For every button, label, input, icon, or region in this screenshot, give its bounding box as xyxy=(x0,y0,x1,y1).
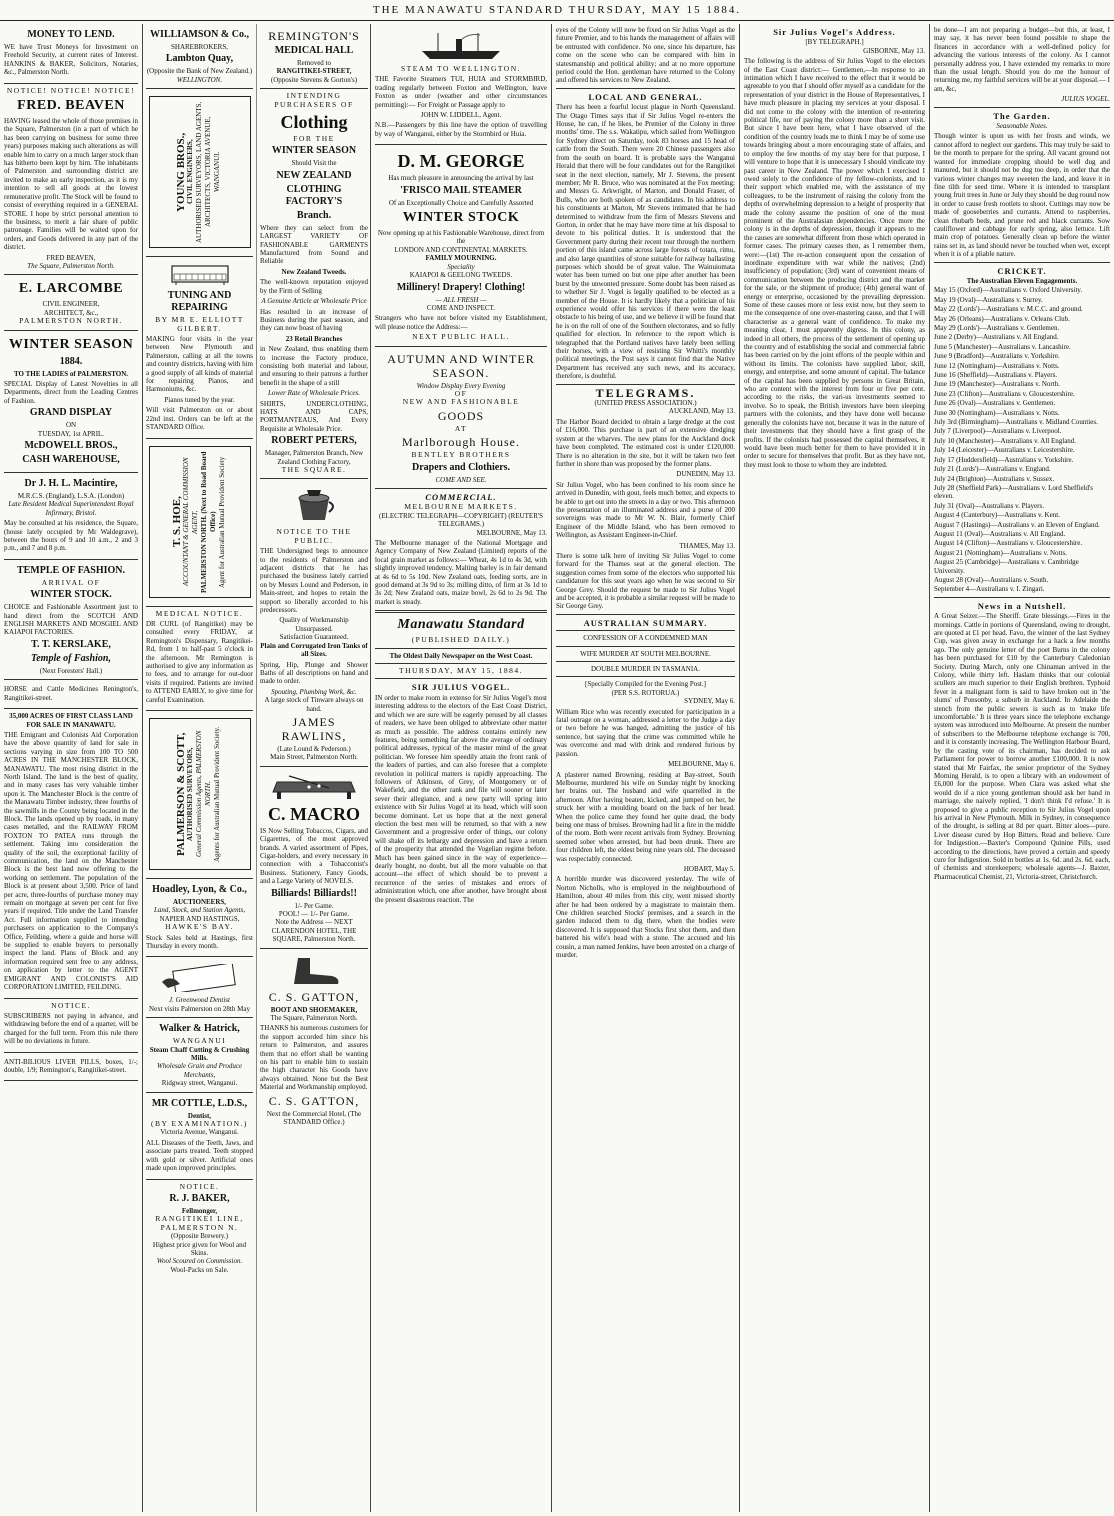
ad-body: IS Now Selling Tobaccos, Cigars, and Cigarettes, of the most approved brands. A varied assortment of Pipes, Cigar-holders, and every necessary in connection with a Tobacconist's Business. Stationery, Fancy Goods, and a Large Variety of NOVELS. xyxy=(260,826,368,886)
ad-title: YOUNG BROS., xyxy=(175,132,187,212)
article-body: The Harbor Board decided to obtain a large dredge at the cost of £16,000. This purchase is part of an extensive dredging system at the wharves. The new plans for the Auckland dock have been completed. The estimated cost is under £120,000. There is no alteration in the site, but it will be taken two feet further in shore than was proposed by the former plans. xyxy=(556,417,735,468)
fixture-item: August 11 (Oval)—Australians v. All England. xyxy=(934,529,1066,538)
ad-c-macro xyxy=(260,767,368,949)
tinware-icon xyxy=(289,486,339,524)
ad-horse-medicines xyxy=(4,680,138,709)
ad-line: RANGITIKEI-STREET, xyxy=(276,67,352,76)
ad-title: C. MACRO xyxy=(268,803,360,824)
ad-line: TO THE LADIES of PALMERSTON. xyxy=(13,369,129,378)
ad-line: AUCTIONEERS, xyxy=(172,897,227,906)
section-title: The Garden. xyxy=(993,110,1051,121)
article-body: A plasterer named Browning, residing at Bay-street, South Melbourne, murdered his wife on Sunday night by knocking her brains out. The husband and wife quarrelled in the afternoon. After having beaten, kicked, and jumped on her, he struck her with a moulding board on the back of her head. When the police came they found her quite dead, the body being one mass of bruises. Browning had lit a fire in the middle of the room. Both were recent arrivals from Sydney. Browning seemed sober when arrested, but had been drunk. There are four children left, the eldest being nine years old. The deceased was respectably connected. xyxy=(556,770,735,863)
ad-title: WILLIAMSON & Co., xyxy=(150,29,249,40)
ad-line: CIVIL ENGINEER, xyxy=(42,300,100,309)
fixture-item: May 29 (Lords')—Australians v. Gentlemen. xyxy=(934,324,1060,332)
ad-line: Pianos tuned by the year. xyxy=(164,395,235,404)
ad-line: Lambton Quay, xyxy=(165,53,234,65)
ad-line: Drapers and Clothiers. xyxy=(411,461,511,473)
ad-line: AT xyxy=(454,423,468,433)
ad-body: DR CURL (of Rangitikei) may be consulted every FRIDAY, at Remington's Dispensary, Rangitikei-Rd, from 1 to half-past 5 o'clock in the afternoon. Mr Remington is authorised to give any information as to fees, and to arrange for out-door visits if required. Patients are invited to ATTEND EARLY, to give time for careful Examination. xyxy=(146,619,253,704)
dateline: SYDNEY, May 6. xyxy=(684,697,735,706)
ad-line: COME AND SEE. xyxy=(435,475,487,484)
ad-line: HAWKE'S BAY. xyxy=(165,922,234,932)
section-title: AUSTRALIAN SUMMARY. xyxy=(583,617,708,628)
ad-line: NEW AND FASHIONABLE xyxy=(402,397,520,407)
ad-line: Plain and Corrugated Iron Tanks of all Sizes. xyxy=(260,641,368,659)
dateline: MELBOURNE, May 13. xyxy=(476,528,547,537)
ad-body: May be consulted at his residence, the Square, (house lately occupied by Mr Waldegrave), between the hours of 9 and 10 a.m., 2 and 3 p.m., and 7 and 8 p.m. xyxy=(4,519,138,553)
vertical-ad-box xyxy=(149,446,251,598)
section-subtitle: (UNITED PRESS ASSOCIATION.) xyxy=(594,399,697,408)
ad-line: WANGANUI xyxy=(172,1036,227,1046)
ad-james-rawlins xyxy=(260,479,368,766)
ad-line: Fellmonger, xyxy=(181,1206,218,1215)
ad-line: BY MR E. ELLIOTT GILBERT. xyxy=(155,315,244,333)
section-subtitle: Seasonable Notes. xyxy=(996,122,1048,131)
ad-walker-hatrick xyxy=(146,1018,253,1092)
ad-address: The Square, Palmerston North. xyxy=(27,261,115,270)
ad-agent: JOHN W. LIDDELL, Agent. xyxy=(420,111,502,120)
ad-line: Agents for Australian Mutual Provident Society. xyxy=(213,726,221,862)
section-title: COMMERCIAL. xyxy=(425,491,497,502)
ad-title: TEMPLE OF FASHION. xyxy=(16,564,126,576)
ad-dm-george xyxy=(375,145,547,346)
ad-line: Manager, Palmerston Branch, New Zealand Clothing Factory, xyxy=(264,449,364,466)
fixture-item: May 19 (Oval)—Australians v. Surrey. xyxy=(934,295,1043,304)
ad-line: BENTLEY BROTHERS xyxy=(411,450,511,460)
newspaper-subtitle: (PUBLISHED DAILY.) xyxy=(411,635,511,645)
ad-line: Removed to xyxy=(296,59,332,67)
fixture-item: July 21 (Lords')—Australians v. England. xyxy=(934,465,1051,474)
ad-hoadley-lyon xyxy=(146,879,253,957)
ad-line: POOL! — 1/- Per Game. xyxy=(278,910,350,918)
ad-image-label: J. Greenwood Dentist xyxy=(169,996,230,1005)
ad-line: Millinery! Drapery! Clothing! xyxy=(396,281,526,293)
ad-line: BOOT AND SHOEMAKER, xyxy=(270,1005,358,1014)
ad-body: HAVING leased the whole of those premises in the Square, Palmerston (in a part of which he has been carrying on business for some three years) purposes making such alterations as will enable him to carry on a much larger stock than has hitherto been kept by him. The inhabitants of Palmerston and surrounding district are invited to make an early inspection, as it is my intention to sell all goods at the lowest remunerative profit. The Stock will be found to consist of everything required in a GENERAL STORE. I hope by strict personal attention to the business, to merit a fair share of public patronage. Families will be waited upon for orders, and Goods delivered in any part of the district. xyxy=(4,117,138,252)
article-body: The following is the address of Sir Julius Vogel to the electors of the East Coast district:— Gentlemen,—In response to an intimation which I have received to the effect that it would be agreeable to you that I should offer myself as a candidate for the representation of your district in the House of Representatives, I have much pleasure in placing my services at your disposal. I did not come to the colony with the intention of re-entering political life, nor of paying the colony more than a short visit. But since I have been here, what I have observed of the condition of the country leads me to think I may be of some use towards bringing about a more encouraging state of affairs, and to employ the few months of my stay here for that purpose, I will venture to hope that it is unnecessary I should vindicate my past career in New Zealand. The power which I exercised I owed solely to the confidence of my fellow-colonists, and to their support which enabled me, with the assistance of my colleagues, to be the instrument of raising the colony from the depths of overwhelming depression to a height of prosperity that made the colony assume the position of one of the most prominent of the Australasian dependencies. Once more the colony is in the depths of depression, though it appears to me the causes are somewhat different from those which operated in former cases. The primary causes then, as I remember them, were:—(1st) The re-action consequent upon the cessation of inordinate expenditure with war while the natives; (2nd) insufficiency of population; (3rd) want of convenient means of communication between the producing district and the market for the sale, or the shipment of produce; (4th) general want of energy or enterprise, occasioned by the prevailing depression. Some of these causes more or less exist now, but they seem to me the consequence of one over-mastering cause, and that I will characterise as a general want of confidence. To make my meaning clear, I must apparently digress. In this colony, as indeed in all others, the process of the settlement of opening up the country and of establishing the social and commercial fabric has been carried on by the joint efforts of the people within and without its limits. The colonists have supplied labor, skill, energy, and enterprise, and some amount of capital. The balance of the capital has been supplied by persons in Great Britain, who are content with the interest from four or five per cent. according to the risks, the vari-us investments seemed to involve. So to speak, the British investors have been sleeping partners with the colonists, and they have done well because generally the colonists have not, because it was in the nature of their investments that they should have a first grasp of the profits. If the colonists had possessed the capital themselves, it would have been much better for them to have provided it in order to secure for themselves that profit. But as they have not, they must look to those to whom they are indebted. xyxy=(744,57,925,469)
section-title: CRICKET. xyxy=(997,265,1047,276)
ad-title: R. J. BAKER, xyxy=(169,1192,230,1204)
ad-line: Dentist, xyxy=(187,1111,212,1120)
ad-line: CLOTHING FACTORY'S xyxy=(285,183,343,207)
ad-line: AUTHORISED SURVEYORS, LAND AGENTS, xyxy=(195,101,203,243)
ad-line: WINTER STOCK xyxy=(402,210,520,226)
headline: DOUBLE MURDER IN TASMANIA. xyxy=(591,665,700,674)
ad-title: WINTER SEASON xyxy=(8,336,134,352)
article-body: A horrible murder was discovered yesterday. The wife of Norton Nicholls, who is employed in the neighbourhood of Hamilton, about 40 miles from this city, went missed shortly after he had been ordered by a magistrate to maintain them. One children searched Stocks' premises, and a search in the garden induced them to dig there, when the bodies were discovered. It is supposed that Stocks first shot them, and then battered his wife's head with a stone. The accused and his cousin, a man named Jenkins, have been arrested on a charge of murder. xyxy=(556,875,735,960)
article-body: There has been a fearful locust plague in North Queensland. The Otago Times says that if Sir Julius Vogel re-enters the House, he can, if he likes, be Premier of the Colony in three months' time. The s.s. Wakatipu, which sailed from Wellington for Sydney direct on Saturday, took 83 horses and 15 head of cattle from the South. There were 20 Chinese passengers also from the south on board. It is probable says the Wanganui Herald that there will be four candidates out for the Rangitikei seat in the next election, namely, Mr J. Stevens, the present member; Mr R. Bruce, who was nominated at the Fox meeting; and Messrs G. Arkwright, of Marton, and Donald Fraser, of Bulls, who are both spoken of as candidates. In his address to his constituents at Marton, Mr Stevens intimated that he had determined to withdraw from the firm of Messrs Stevens and Gorton, in order that he may have more time at his disposal to devote to his political duties. It is understood that the Government party during their recent tour through the northern portion of this island came across large forests of totara, rimu, and also large quantities of stone suitable for railway ballasting purposes which should be of great value. The Wainuiomata water has been turned on but one pipe after another has been burst by the unwonted pressure. Some doubt has been raised as to whether Sir J. Vogel is legally qualified to be elected as a member of the House. It is hardly likely that a politician of his experience would offer his services if there were the least obstacle to his being of use, and we believe it will be found that he is on the roll of one of the Southern electorates, and so fully qualified for election. In reference to the report which is telegraphed that the Portland natives have lately been selling their horses, with a view of resisting Sir Whitti's monthly political meetings, the Post says it cannot find that the Native Department has received any such news, and its accuracy, therefore, is doubtful. xyxy=(556,103,735,381)
fixture-item: July 7 (Liverpool)—Australians v. Liverpool. xyxy=(934,427,1062,436)
article-body: eyes of the Colony will now be fixed on Sir Julius Vogel as the future Premier, and to his hands the management of affairs will be entrusted with confidence. No one, since his departure, has come on the scene who can be compared with him in statesmanship and political ability; and at no more opportune period could the Hon. gentleman have returned to the Colony and offered his services to New Zealand. xyxy=(556,26,735,85)
ad-line: (Opposite Brewery.) xyxy=(170,1232,229,1241)
ad-subscribers-notice xyxy=(4,999,138,1053)
column-3 xyxy=(370,24,551,1512)
ad-line: Spouting, Plumbing Work, &c. xyxy=(271,687,357,696)
ad-line: ACCOUNTANT & GENERAL COMMISSION AGENT, xyxy=(181,457,199,586)
ad-signature: FRED BEAVEN, xyxy=(46,253,96,262)
fixture-item: July 31 (Oval)—Australians v. Players. xyxy=(934,501,1044,510)
ad-name: JAMES RAWLINS, xyxy=(281,714,347,743)
ad-cs-gatton xyxy=(260,949,368,1131)
ad-body: Strangers who have not before visited my Establishment, will please notice the Address:— xyxy=(375,314,547,331)
ad-body: HORSE and Cattle Medicines Renington's, Rangitikei-street. xyxy=(4,685,138,702)
article-title: SIR JULIUS VOGEL. xyxy=(411,682,511,693)
ad-body: THE Emigrant and Colonists Aid Corporation have the above quantity of land for sale in sections varying in size from 100 TO 500 ACRES IN THE MANCHESTER BLOCK, MANAWATU. The most rising district in the North Island. The land is the best of quality, and in many cases has very valuable timber upon it. The Manchester Block is the centre of the Manawatu Timber industry, three fourths of the sawmills in the County being located in the Block. The lands opened up by roads, in many cases metalled, and the RAILWAY FROM FOXTON TO PATEA runs through the settlement. Taking into consideration the quality of the soil, the exceptional facility of communication, the land on the Manchester Block is the best land now offering to the working on settlement. The population of the Block is at present about 3,500. Price of land per acre, three-fourths of purchase money may remain on mortgage at seven per cent for five years if required. Title under the Land Transfer Act. Full information supplied to intending purchasers on application to the Company's Office, Feilding, where a guide and horse will be supplied to enable buyers to personally inspect the land. Plans of Block and any information required sent free to any address, on application by letter to the AGENT EMIGRANT AND COLONIST'S AID CORPORATION LIMITED, FEILDING. xyxy=(4,730,138,992)
ad-body: ALL Diseases of the Teeth, Jaws, and associate parts treated. Teeth stopped with gold or silver. Artificial ones made upon improved principles. xyxy=(146,1138,253,1173)
page-masthead: THE MANAWATU STANDARD THURSDAY, MAY 15 1884. xyxy=(0,0,1114,21)
ad-line: PALMERSTON NORTH. xyxy=(19,316,123,326)
ad-title: NOTICE. xyxy=(51,1000,91,1010)
ad-line: CIVIL ENGINEERS, xyxy=(186,139,194,205)
ad-line: A Genuine Article at Wholesale Price xyxy=(261,297,367,306)
ad-line: GOODS xyxy=(437,408,485,423)
ad-line: GRAND DISPLAY xyxy=(29,407,113,419)
ad-line: ARRIVAL OF xyxy=(41,577,101,587)
ad-line: (Opposite Stevens & Gorton's) xyxy=(270,75,358,84)
fixture-item: August 28 (Oval)—Australians v. South. xyxy=(934,575,1049,584)
column-4 xyxy=(551,24,739,1512)
ad-line: (Late Lound & Pederson.) xyxy=(277,744,351,753)
column-2b xyxy=(257,24,370,1512)
article-body: Though winter is upon us with her frosts and winds, we cannot afford to neglect our gardens. This may truly be said to be the month to prepare for the spring. All vacant ground not wanted for immediate cropping should be well dug and manured, but it should not be dug too deep, in order that the various winter changes may sweeten the land, and leave it in fine tilth for seed time. Where it is intended to transplant young fruit trees in June or July they should be dug round now in order to cause fresh rootlets to shoot. Cuttings may now be made of gooseberries and currants. Attend to raspberries, clean rhubarb beds, and prune red and black currants. Sow cauliflower and cabbage for early spring, also lettuce. Lift main crop of potatoes. Generally clean up before the winter rains set in, as land should never be touched when wet, except when it is of a pliable nature. xyxy=(934,132,1110,259)
article-byline: [BY TELEGRAPH.] xyxy=(805,38,864,47)
newspaper-title: Manawatu Standard xyxy=(397,617,525,633)
ad-line: Main Street, Palmerston North. xyxy=(270,753,358,762)
ad-line: Late Resident Medical Superintendent Royal Infirmary, Bristol. xyxy=(8,500,134,517)
standard-nameplate xyxy=(375,617,547,679)
ad-body: The well-known reputation enjoyed by the Firm of Selling xyxy=(260,278,368,295)
vertical-ad-text xyxy=(170,447,227,597)
ad-title: MONEY TO LEND. xyxy=(27,29,115,40)
dateline: HOBART, May 5. xyxy=(683,864,735,873)
section-subtitle: The Australian Eleven Engagements. xyxy=(966,276,1078,285)
ad-line: Has much pleasure in announcing the arrival by last xyxy=(388,174,534,183)
ad-line: ON xyxy=(65,421,77,430)
ad-line: NEW ZEALAND xyxy=(276,169,352,181)
ad-firm: CASH WAREHOUSE, xyxy=(22,454,120,465)
ad-dentist-greenwood xyxy=(146,957,253,1018)
ad-remingtons xyxy=(260,24,368,89)
ad-body: SUBSCRIBERS not paying in advance, and withdrawing before the end of a quarter, will be charged for the full term. From this rule there will be no deviations in future. xyxy=(4,1011,138,1046)
ad-body: ANTI-BILIOUS LIVER PILLS, boxes, 1/-; double, 1/9; Remington's, Rangitikei-street. xyxy=(4,1057,138,1074)
fixture-item: July 24 (Brighton)—Australians v. Sussex. xyxy=(934,474,1055,483)
commercial-section xyxy=(375,493,547,606)
ad-land-for-sale xyxy=(4,709,138,998)
fixture-item: August 4 (Canterbury)—Australians v. Kent. xyxy=(934,511,1060,520)
ad-body: CHOICE and Fashionable Assortment just to hand direct from the SCOTCH AND ENGLISH MARKETS AND MOSGIEL AND KAIAPOI FACTORIES. xyxy=(4,603,138,637)
ad-body: SHIRTS, UNDERCLOTHING, HATS AND CAPS, PORTMANTEAUS, And Every Requisite at Wholesale Price. xyxy=(260,399,368,433)
column-5 xyxy=(739,24,929,1512)
ad-line: Speciality xyxy=(447,262,475,271)
ad-line: Window Display Every Evening xyxy=(416,381,506,390)
vertical-ad-box xyxy=(149,96,251,248)
ad-title: PALMERSON & SCOTT, xyxy=(175,732,187,856)
ad-title: FRED. BEAVEN xyxy=(17,98,125,114)
ad-clothing-factory xyxy=(260,89,368,479)
ad-line: RANGITIKEI LINE, PALMERSTON N. xyxy=(155,1214,244,1232)
ad-line: MEDICAL HALL xyxy=(274,45,354,56)
article-body: The Melbourne manager of the National Mortgage and Agency Company of New Zealand (Limited) reports of the local grain market as follows:— Wheat, 4s 1d to 4s 3d, with slightly improved tendency. Malting barley is in fair demand at 4s 6d to 5s 10d. New Zealand oats, feeding sorts, are in good demand at 3s 9d to 3s; milling ditto, of firm at 3s 1d to 3s 2d; New Zealand oats, maize bowl, 2s 6d to 2s 9d. The market is steady. xyxy=(375,539,547,606)
headline-note: [Specially Compiled for the Evening Post.] xyxy=(585,680,706,689)
ad-address: Note the Address — NEXT CLARENDON HOTEL, THE SQUARE, Palmerston North. xyxy=(271,918,357,944)
fixture-item: August 7 (Hastings)—Australians v. an Eleven of England. xyxy=(934,520,1100,529)
ad-line: THE SQUARE. xyxy=(281,465,347,474)
column-2a xyxy=(143,24,257,1512)
ad-line: Marlborough House. xyxy=(402,435,520,450)
newspaper-tagline: The Oldest Daily Newspaper on the West Coast. xyxy=(389,651,533,660)
ad-line: Wholesale Grain and Produce Merchants, xyxy=(156,1062,243,1079)
ad-title: D. M. GEORGE xyxy=(397,151,525,172)
ad-body: WE have Trust Moneys for Investment on Freehold Security, at current rates of Interest. HANKINS & BAKER, Solicitors, Notaries, &c., Palmerston North. xyxy=(4,43,138,77)
ad-body: THE Undersigned begs to announce to the residents of Palmerston and adjacent districts that he has purchased the business lately carried on by Messrs Lound and Pederson, in Main-street, and hopes to retain the support so liberally accorded to his predecessors. xyxy=(260,547,368,615)
ad-title: Hoadley, Lyon, & Co., xyxy=(152,883,247,895)
fixture-item: September 4—Australians v. I. Zingari. xyxy=(934,585,1045,594)
ad-title: NOTICE TO THE PUBLIC. xyxy=(276,527,352,545)
newspaper-date: THURSDAY, MAY 15, 1884. xyxy=(399,666,523,676)
headline-note: (PER S.S. ROTORUA.) xyxy=(611,688,680,697)
fixture-item: May 26 (Orleans)—Australians v. Orleans Club. xyxy=(934,314,1070,323)
ad-line: Agent for Australian Mutual Provident Society xyxy=(217,455,226,588)
ad-title: Clothing xyxy=(280,112,348,133)
headline: CONFESSION OF A CONDEMNED MAN xyxy=(583,634,708,643)
vertical-ad-text xyxy=(177,97,222,247)
article-title: Sir Julius Vogel's Address. xyxy=(773,27,896,37)
ad-line: (Opposite the Bank of New Zealand.) xyxy=(146,67,253,76)
fixture-item: July 14 (Leicester)—Australians v. Leicestershire. xyxy=(934,446,1075,455)
ad-fred-beaven xyxy=(4,84,138,276)
ad-medical-notice xyxy=(146,607,253,711)
ad-line: A large stock of Tinware always on hand. xyxy=(264,696,364,713)
ad-name: ROBERT PETERS, xyxy=(271,435,357,447)
dateline: AUCKLAND, May 13. xyxy=(668,407,735,416)
ad-macintire xyxy=(4,473,138,560)
ad-line: 1/- Per Game. xyxy=(294,901,334,910)
boot-icon xyxy=(284,956,344,986)
ad-notice: NOTICE. xyxy=(179,1181,220,1191)
fixture-item: June 2 (Derby)—Australians v. All England. xyxy=(934,333,1059,342)
ad-line: Of an Exceptionally Choice and Carefully Assorted xyxy=(388,198,534,207)
ad-temple-of-fashion xyxy=(4,560,138,680)
ad-line: Steam Chaff Cutting & Crushing Mills. xyxy=(149,1045,250,1063)
ad-line: COME AND INSPECT. xyxy=(426,303,496,312)
ad-title: T. S. HOE, xyxy=(170,496,183,547)
hand-card-icon xyxy=(160,964,240,992)
fixture-item: July 3rd (Birmingham)—Australians v. Midland Counties. xyxy=(934,418,1098,427)
ad-signature: C. S. GATTON, xyxy=(268,1093,360,1108)
fixture-item: June 16 (Sheffield)—Australians v. Players. xyxy=(934,371,1058,380)
ad-line: WINTER SEASON xyxy=(271,145,357,157)
fixture-item: May 22 (Lords')—Australians v. M.C.C. and ground. xyxy=(934,305,1083,314)
piano-icon xyxy=(170,264,230,286)
section-title: News in a Nutshell. xyxy=(977,600,1067,611)
fixture-item: August 21 (Nottingham)—Australians v. Notts. xyxy=(934,548,1067,557)
ad-line: (Next Foresters' Hall.) xyxy=(39,666,103,675)
ad-line: Lower Rate of Wholesale Prices. xyxy=(268,389,360,398)
fixture-item: June 23 (Clifton)—Australians v. Gloucestershire. xyxy=(934,389,1075,398)
section-title: TELEGRAMS. xyxy=(595,385,696,400)
fixture-item: July 17 (Huddersfield)—Australians v. Yorkshire. xyxy=(934,455,1074,464)
ad-tuning xyxy=(146,257,253,438)
ad-body: Will visit Palmerston on or about 22nd inst. Orders can be left at the STANDARD Office. xyxy=(146,406,253,432)
ad-rj-baker xyxy=(146,1180,253,1279)
ad-line: — ALL FRESH — xyxy=(435,295,487,304)
ad-body: Where they can select from the LARGEST VARIETY OF FASHIONABLE GARMENTS Manufactured from Sound and Reliable xyxy=(260,223,368,266)
ad-body: in New Zealand, thus enabling them to increase the Factory produce, consisting both material and labour, and ensuring to their patrons a further benefit in the shape of a still xyxy=(260,345,368,387)
ad-title: TUNING AND REPAIRING xyxy=(167,290,232,314)
ad-line: General Commission Agents, PALMERSTON NORTH. xyxy=(195,730,212,858)
billiard-table-icon xyxy=(269,774,359,800)
ad-line: TUESDAY, 1st APRIL. xyxy=(37,429,105,438)
ad-liver-pills xyxy=(4,1053,138,1082)
dateline: MELBOURNE, May 6. xyxy=(668,760,735,769)
ad-line: Temple of Fashion, xyxy=(31,652,111,664)
ad-title: C. S. GATTON, xyxy=(268,989,360,1004)
ad-line: Victoria Avenue, Wanganui. xyxy=(160,1128,239,1137)
fixture-item: June 5 (Manchester)—Australians v. Lancashire. xyxy=(934,342,1071,351)
ad-firm: McDOWELL BROS., xyxy=(24,440,118,451)
ad-title: MR COTTLE, L.D.S., xyxy=(151,1097,248,1109)
ad-line: Satisfaction Guaranteed. xyxy=(279,633,349,642)
ad-money-to-lend xyxy=(4,24,138,84)
leader-article xyxy=(375,683,547,904)
ad-larcombe xyxy=(4,275,138,330)
ad-line: SHAREBROKERS, xyxy=(171,43,228,51)
article-body: Sir Julius Vogel, who has been confined to his room since he arrived in Dunedin, with gout, feels much better, and expects to be able to get out into the streets in a day or two. This afternoon the presentation of an illuminated address and a purse of 200 sovereigns was made to Mr W. N. Blair, formerly Chief Engineer of the Middle Island, who has been removed to Wellington, as Assistant Engineer-in-Chief. xyxy=(556,480,735,540)
fixture-item: June 19 (Manchester)—Australians v. North. xyxy=(934,380,1060,389)
ad-line: KAIAPOI & GEELONG TWEEDS. xyxy=(409,271,513,280)
ad-notice: NOTICE! NOTICE! NOTICE! xyxy=(6,85,136,95)
ad-body: Next visits Palmerston on 28th May xyxy=(149,1004,250,1013)
dateline: THAMES, May 13. xyxy=(679,541,735,550)
ad-t-s-hoe xyxy=(146,439,253,607)
ad-title: AUTUMN AND WINTER SEASON. xyxy=(387,351,535,380)
article-body: There is some talk here of inviting Sir Julius Vogel to come forward for the Thames seat at the general election. The suggestion comes from some of the electors who supported his candidature for this seat years ago when he was second to Sir George Grey. Should the request be made to Sir Julius Vogel and be accepted, it is probable a similar request will be made to Sir George Grey. xyxy=(556,551,735,611)
fixture-item: June 9 (Bradford)—Australians v. Yorkshire. xyxy=(934,352,1060,361)
telegraph-line: (ELECTRIC TELEGRAPH—COPYRIGHT) (REUTER'S TELEGRAMS.) xyxy=(378,511,544,529)
section-subtitle: MELBOURNE MARKETS. xyxy=(404,502,518,512)
ad-williamson xyxy=(146,24,253,89)
ad-body: THANKS his numerous customers for the support accorded him since his return to Palmerston, and assures them that no effort shall be wanting on his part to enable him to sustain the high character his Goods have always obtained. None but the Best Material and Workmanship employed. xyxy=(260,1024,368,1092)
column-6 xyxy=(929,24,1114,1512)
fixture-item: May 15 (Oxford)—Australians v. Oxford University. xyxy=(934,286,1083,295)
ad-steam-wellington xyxy=(375,24,547,145)
ad-line: Should Visit the xyxy=(291,159,337,168)
ad-line: Branch. xyxy=(296,209,332,221)
ad-line: FAMILY MOURNING. xyxy=(425,254,497,263)
fixture-item: August 14 (Clifton)—Australians v. Gloucestershire. xyxy=(934,539,1083,548)
fixture-item: June 30 (Nottingham)—Australians v. Notts. xyxy=(934,408,1060,417)
ad-title: REMINGTON'S xyxy=(268,29,360,43)
ad-line: Ridgway street, Wanganui. xyxy=(161,1079,238,1088)
article-body: A Great Seizer.—The Sheriff. Grate blessings.—Fires in the mornings. Cattle in portions of Queensland, owing to drought, are quoted at £1 per head. Favo, the winner of the last Sydney Cup, was given away in exchange for a hack a few months ago. The only genuine letter of the poet Burns in the colony has been purchased for £10 by the Canterbury Caledonian Society. During March, only one Chinaman arrived in the Colony, while thirty left. Haslam thinks that our colonial scullers are much superior to their English brethren. Typhoid fever in a malignant form is said to have broken out in 'the slums' of Ponsonby, a suburb in Auckland. In Adelaide the stench from the public sewers is such as to 'make life uncomfortable.' It is three years since the telephone exchange system was introduced into Melbourne. At present the number of subscribers to the Melbourne telephone exchange is 700, and it is constantly increasing. The Wellington Harbour Board, by the casting vote of its chairman, has decided to ask Parliament for power to borrow another £100,000. It is now stated that Mr Fairfax, the senior proprietor of the Sydney Morning Herald, is to open a library with an endowment of £6,000 for the purpose. When Clara was asked what she would do if a nice young gentleman should ask her hand in marriage, she naively replied, 'I don't think I'd refuse.' It is proposed to give a public reception to Sir Julius Vogel upon his arrival in New Plymouth. Milk in Sydney, in consequence of the drought, is selling at 8d per quart. Bitter aloes—pure. Liver disease cured by Hop Bitters. Read and believe. Cure for Indigestion.—Baxter's Compound Quinine Pills, used according to the directions, have proved a certain and speedy cure for Indigestion. Sold in bottles at 1s. 6d. and 2s. 6d. each, of chemists and storekeepers; wholesale agents—J. Baxter, Pharmaceutical Chemist, 21, Victoria-street, Christchurch. xyxy=(934,612,1110,881)
ad-line: Billiards! Billiards!! xyxy=(271,887,357,899)
ad-winter-season xyxy=(4,331,138,473)
column-1 xyxy=(0,24,142,1512)
ad-body: Spring, Hip, Plunge and Shower Baths of all descriptions on hand and made to order. xyxy=(260,660,368,686)
ad-line: (BY EXAMINATION.) xyxy=(151,1119,248,1129)
fixture-item: June 12 (Nottingham)—Australians v. Notts. xyxy=(934,361,1060,370)
ad-body: SPECIAL Display of Latest Novelties in all Departments, direct from the Leading Centres of Fashion. xyxy=(4,379,138,405)
ad-year: 1884. xyxy=(59,355,83,367)
fixture-item: July 10 (Manchester)—Australians v. All England. xyxy=(934,436,1077,445)
headline: WIFE MURDER AT SOUTH MELBOURNE. xyxy=(580,649,711,658)
ad-line: New Zealand Tweeds. xyxy=(281,267,347,276)
ad-line: AUTHORISED SURVEYORS, xyxy=(186,747,194,841)
ad-line: The Square, Palmerston North. xyxy=(270,1014,358,1023)
ad-body: Has resulted in an increase of Business during the past season, and they can now boast of having xyxy=(260,307,368,333)
dateline: GISBORNE, May 13. xyxy=(863,46,925,55)
ad-line: LONDON AND CONTINENTAL MARKETS. xyxy=(394,245,528,254)
ad-body: Stock Sales held at Hastings, first Thursday in every month. xyxy=(146,933,253,950)
steamship-icon xyxy=(416,31,506,61)
ad-line: INTENDING PURCHASERS OF xyxy=(274,91,354,109)
article-body: IN order to make room in extenso for Sir Julius Vogel's most interesting address to the electors of the East Coast District, and which we are sure will be eagerly perused by all classes of readers, we have been obliged to abbreviate other matter as much as possible. The address contains entirely new features, being something far above the average of ordinary political addresses, typical of the master mind of the great politician. We foresee him speedily attain the front rank of the leaders of parties, and can also foresee that a complete revolution in political matters is rapidly approaching. The followers of Atkinson, of Grey, of Montgomery or of Wakefield, and the other rank and file will sooner or later sever their allegiance, and a new party will spring into existence with Sir Julius Vogel at its head, which will soon become dominant. Let us hope that at the next general election the best men will be returned, so that with a new Government and a progressive order of things, our colony will shake off its lethargy and depression and have a return of the prosperity that attended the Vogelian regime before. Much has been gained since in the way of experience—dearly bought, no doubt, but all the more valuable on that account—the effect of which should be to prevent a recurrence of the series of mistakes and errors of administration which, one after another, have brought about the present disastrous reaction. The xyxy=(375,693,547,904)
ad-line: WELLINGTON. xyxy=(176,75,223,84)
section-title: LOCAL AND GENERAL. xyxy=(588,91,703,102)
ad-line: Land, Stock, and Station Agents, xyxy=(153,906,246,915)
ad-palmerson-scott xyxy=(146,711,253,879)
ad-body: N.B.—Passengers by this line have the option of travelling by way of Wanganui, either by the Stormbird or Huia. xyxy=(375,121,547,138)
ad-line: Now opening up at his Fashionable Warehouse, direct from the xyxy=(377,229,545,246)
ad-bentley-brothers xyxy=(375,347,547,489)
ad-line: ARCHITECTS, VICTORIA AVENUE, WANGANUI. xyxy=(204,116,221,228)
vertical-ad-box xyxy=(149,718,251,870)
ad-title: STEAM TO WELLINGTON. xyxy=(400,64,522,73)
fixture-item: June 26 (Oval)—Australians v. Gentlemen. xyxy=(934,399,1056,408)
ad-line: Quality of Workmanship Unsurpassed. xyxy=(279,616,349,633)
ad-line: Wool-Packs on Sale. xyxy=(170,1265,229,1274)
ad-line: OF xyxy=(454,388,468,398)
ad-name: T. T. KERSLAKE, xyxy=(31,638,111,650)
ad-address: Next the Commercial Hotel, (The STANDARD Office.) xyxy=(266,1109,362,1127)
ad-line: 23 Retail Branches xyxy=(285,334,343,343)
ad-line: 'FRISCO MAIL STEAMER xyxy=(400,184,522,196)
ad-title: E. LARCOMBE xyxy=(18,281,124,297)
ad-line: WINTER STOCK. xyxy=(30,589,112,601)
article-body: be done—I am not preparing a budget—but this, at least, I may say, it has never been found possible to shape the finances in accordance with a well-defined policy for advancing the various interests of the colony. As I cannot personally address you, I have extended my remarks to more than the usual length. Should you do me the honour of returning me, my faithful services will be at your disposal.— I am, &c, xyxy=(934,26,1110,93)
ad-line: FOR THE xyxy=(293,134,335,144)
ad-line: M.R.C.S. (England), L.S.A. (London) xyxy=(17,492,125,500)
ad-mr-cottle xyxy=(146,1093,253,1180)
ad-title: Walker & Hatrick, xyxy=(159,1023,240,1035)
ad-young-bros xyxy=(146,89,253,257)
ad-title: 35,000 ACRES OF FIRST CLASS LAND FOR SALE IN MANAWATU. xyxy=(9,712,133,729)
ad-body: Highest price given for Wool and Skins. xyxy=(152,1240,247,1257)
ad-body: MAKING four visits in the year between New Plymouth and Palmerston, calling at all the towns and country districts, having with him a good supply of all kinds of material for repairing Pianos, and Harmoniums, &c. xyxy=(146,335,253,394)
vertical-ad-text xyxy=(177,719,222,869)
ad-line: Wool Scoured on Commission. xyxy=(156,1257,243,1266)
ad-title: Dr J. H. L. Macintire, xyxy=(24,478,118,489)
fixture-item: July 28 (Sheffield Park)—Australians v. Lord Sheffield's eleven. xyxy=(934,483,1093,501)
ad-line: PALMERSTON NORTH. (Next to Road Board Office) xyxy=(199,450,217,593)
article-body: William Rice who was recently executed for participation in a fatal outrage on a woman, addressed a letter to the Judge a day or two before he was hanged, admitting the justice of his sentence, but saying that the crime was committed while he was overcome and mad with drink and rendered furious by passion. xyxy=(556,707,735,758)
article-signature: JULIUS VOGEL. xyxy=(1061,95,1110,104)
ad-line: ARCHITECT, &c., xyxy=(43,308,99,317)
dateline: DUNEDIN, May 13. xyxy=(676,470,735,479)
column-2 xyxy=(142,24,370,1512)
ad-line: NEXT PUBLIC HALL. xyxy=(412,332,510,342)
fixture-list xyxy=(934,286,1110,593)
ad-line: NAPIER AND HASTINGS, xyxy=(159,914,240,923)
fixture-item: August 25 (Cambridge)—Australians v. Cambridge University. xyxy=(934,558,1079,575)
ad-title: MEDICAL NOTICE. xyxy=(155,608,244,618)
ad-body: THE Favorite Steamers TUI, HUIA and STORMBIRD, trading regularly between Foxton and Wellington, leave Foxton as under (weather and other circumstances permitting):— For Freight or Passage apply to xyxy=(375,75,547,109)
